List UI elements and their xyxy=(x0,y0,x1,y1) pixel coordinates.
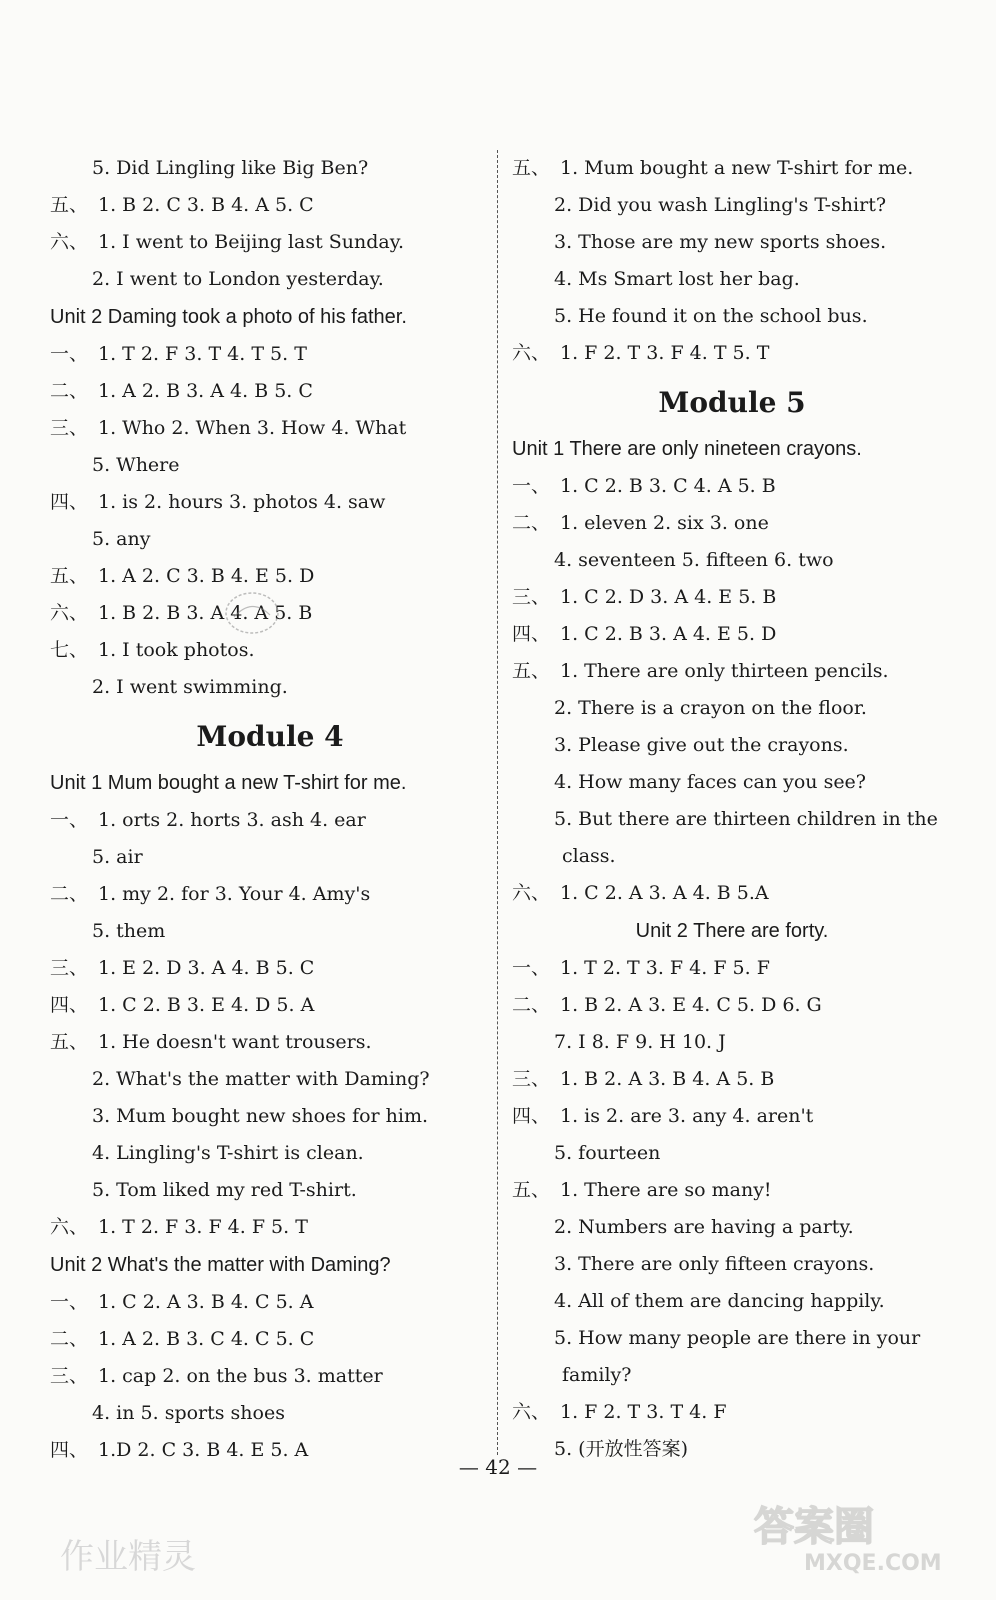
answer-text: 1. B 2. A 3. B 4. A 5. B xyxy=(560,1068,775,1090)
unit-heading: Unit 2 Daming took a photo of his father. xyxy=(50,306,407,328)
section-number: 二、 xyxy=(50,883,89,905)
answer-line xyxy=(512,950,952,987)
section-number: 七、 xyxy=(50,639,89,661)
section-number: 六、 xyxy=(512,882,551,904)
answer-line xyxy=(50,150,490,187)
answer-line xyxy=(50,410,490,447)
answer-line xyxy=(512,1061,952,1098)
answer-line xyxy=(512,261,952,298)
module-heading: Module 4 xyxy=(196,720,344,753)
answer-text: 1. There are only thirteen pencils. xyxy=(560,660,889,682)
answer-line xyxy=(512,616,952,653)
section-number: 一、 xyxy=(50,809,89,831)
answer-line xyxy=(512,1024,952,1061)
answer-text: 1. I took photos. xyxy=(98,639,255,661)
answer-line xyxy=(512,1098,952,1135)
answer-text: 5. (开放性答案) xyxy=(554,1438,688,1460)
answer-text: 1. Mum bought a new T-shirt for me. xyxy=(560,157,914,179)
section-number: 一、 xyxy=(50,1291,89,1313)
answer-text: 1. A 2. C 3. B 4. E 5. D xyxy=(98,565,315,587)
answer-text: 1. F 2. T 3. F 4. T 5. T xyxy=(560,342,770,364)
section-number: 四、 xyxy=(50,491,89,513)
answer-line xyxy=(50,913,490,950)
svg-text:MXQE.COM: MXQE.COM xyxy=(804,1551,942,1576)
answer-text: 3. Mum bought new shoes for him. xyxy=(92,1105,429,1127)
unit-heading: Unit 2 What's the matter with Daming? xyxy=(50,1254,391,1276)
module-heading: Module 5 xyxy=(658,386,806,419)
section-number: 六、 xyxy=(50,231,89,253)
answer-text: 1. is 2. are 3. any 4. aren't xyxy=(560,1105,814,1127)
watermark-logo xyxy=(744,1496,974,1576)
answer-text: 5. air xyxy=(92,846,143,868)
answer-text: 1. C 2. A 3. B 4. C 5. A xyxy=(98,1291,314,1313)
answer-line xyxy=(512,150,952,187)
answer-line xyxy=(512,224,952,261)
answer-line xyxy=(512,1357,952,1394)
answer-text: 1. A 2. B 3. C 4. C 5. C xyxy=(98,1328,315,1350)
answer-text: 3. Please give out the crayons. xyxy=(554,734,849,756)
unit-heading: Unit 1 Mum bought a new T-shirt for me. xyxy=(50,772,407,794)
answer-line xyxy=(50,187,490,224)
watermark-zuoyejingling: 作业精灵 xyxy=(60,1537,196,1577)
section-number: 五、 xyxy=(50,565,89,587)
stamp-mark xyxy=(222,587,282,639)
answer-text: 1. my 2. for 3. Your 4. Amy's xyxy=(98,883,371,905)
answer-text: 4. All of them are dancing happily. xyxy=(554,1290,885,1312)
answer-text: 1. C 2. A 3. A 4. B 5.A xyxy=(560,882,769,904)
section-number: 三、 xyxy=(50,1365,89,1387)
section-number: 四、 xyxy=(512,1105,551,1127)
answer-line xyxy=(512,187,952,224)
answer-line xyxy=(512,1394,952,1431)
answer-text: family? xyxy=(562,1364,632,1386)
answer-text: 1. B 2. B 3. A 4. A 5. B xyxy=(98,602,313,624)
section-number: 五、 xyxy=(50,194,89,216)
section-number: 五、 xyxy=(512,1179,551,1201)
answer-text: 1. C 2. D 3. A 4. E 5. B xyxy=(560,586,777,608)
answer-line xyxy=(512,335,952,372)
answer-text: 1. I went to Beijing last Sunday. xyxy=(98,231,404,253)
answer-text: 1. C 2. B 3. E 4. D 5. A xyxy=(98,994,315,1016)
answer-text: 5. He found it on the school bus. xyxy=(554,305,868,327)
answer-line xyxy=(512,764,952,801)
answer-text: 1. is 2. hours 3. photos 4. saw xyxy=(98,491,386,513)
answer-line xyxy=(512,579,952,616)
answer-line xyxy=(50,1209,490,1246)
answer-line xyxy=(50,1284,490,1321)
answer-line xyxy=(512,690,952,727)
answer-line xyxy=(50,447,490,484)
answer-line xyxy=(50,1172,490,1209)
answer-text: 1. C 2. B 3. A 4. E 5. D xyxy=(560,623,777,645)
answer-line xyxy=(50,224,490,261)
answer-line xyxy=(50,373,490,410)
answer-text: 1. cap 2. on the bus 3. matter xyxy=(98,1365,383,1387)
answer-text: 2. I went to London yesterday. xyxy=(92,268,384,290)
section-number: 二、 xyxy=(50,1328,89,1350)
answer-text: 5. Did Lingling like Big Ben? xyxy=(92,157,369,179)
answer-line xyxy=(50,987,490,1024)
answer-line xyxy=(512,468,952,505)
answer-line xyxy=(512,1209,952,1246)
answer-line xyxy=(512,1283,952,1320)
answer-text: 2. Did you wash Lingling's T-shirt? xyxy=(554,194,887,216)
answer-text: 5. them xyxy=(92,920,166,942)
answer-line xyxy=(50,950,490,987)
answer-line xyxy=(512,801,952,838)
answer-line xyxy=(50,1358,490,1395)
answer-text: 3. Those are my new sports shoes. xyxy=(554,231,887,253)
answer-line xyxy=(512,727,952,764)
answer-line xyxy=(512,1135,952,1172)
section-number: 五、 xyxy=(512,157,551,179)
answer-line xyxy=(50,261,490,298)
answer-text: 5. Tom liked my red T-shirt. xyxy=(92,1179,357,1201)
answer-line xyxy=(50,521,490,558)
section-number: 四、 xyxy=(50,1439,89,1461)
answer-text: 1. Who 2. When 3. How 4. What xyxy=(98,417,407,439)
section-number: 四、 xyxy=(50,994,89,1016)
section-number: 三、 xyxy=(50,957,89,979)
section-number: 一、 xyxy=(512,475,551,497)
answer-line xyxy=(50,669,490,706)
answer-text: 1. F 2. T 3. T 4. F xyxy=(560,1401,727,1423)
answer-text: 5. Where xyxy=(92,454,180,476)
answer-text: 1. B 2. A 3. E 4. C 5. D 6. G xyxy=(560,994,822,1016)
answer-text: 1. T 2. F 3. T 4. T 5. T xyxy=(98,343,307,365)
section-number: 三、 xyxy=(50,417,89,439)
right-column xyxy=(512,150,952,1468)
section-number: 四、 xyxy=(512,623,551,645)
answer-line xyxy=(50,1024,490,1061)
answer-line xyxy=(512,987,952,1024)
section-number: 二、 xyxy=(50,380,89,402)
page-number: — 42 — xyxy=(458,1455,538,1479)
answer-line xyxy=(50,1395,490,1432)
answer-text: 1. orts 2. horts 3. ash 4. ear xyxy=(98,809,366,831)
section-number: 六、 xyxy=(50,1216,89,1238)
answer-text: 1. He doesn't want trousers. xyxy=(98,1031,372,1053)
section-number: 三、 xyxy=(512,1068,551,1090)
section-number: 五、 xyxy=(50,1031,89,1053)
answer-text: 4. seventeen 5. fifteen 6. two xyxy=(554,549,834,571)
answer-text: 1. E 2. D 3. A 4. B 5. C xyxy=(98,957,315,979)
answer-line xyxy=(50,1061,490,1098)
section-number: 六、 xyxy=(50,602,89,624)
answer-line xyxy=(50,839,490,876)
answer-line xyxy=(512,505,952,542)
answer-text: 2. I went swimming. xyxy=(92,676,288,698)
answer-text: 1. T 2. T 3. F 4. F 5. F xyxy=(560,957,770,979)
answer-text: 5. any xyxy=(92,528,151,550)
answer-line xyxy=(50,336,490,373)
answer-line xyxy=(512,542,952,579)
answer-text: 4. in 5. sports shoes xyxy=(92,1402,285,1424)
answer-text: 4. Ms Smart lost her bag. xyxy=(554,268,800,290)
answer-text: 2. There is a crayon on the floor. xyxy=(554,697,867,719)
answer-line xyxy=(512,875,952,912)
answer-line xyxy=(50,1098,490,1135)
unit-heading: Unit 1 There are only nineteen crayons. xyxy=(512,438,862,460)
answer-line xyxy=(50,484,490,521)
answer-line xyxy=(512,298,952,335)
answer-text: 1. C 2. B 3. C 4. A 5. B xyxy=(560,475,776,497)
section-number: 二、 xyxy=(512,994,551,1016)
section-number: 六、 xyxy=(512,342,551,364)
section-number: 五、 xyxy=(512,660,551,682)
section-number: 六、 xyxy=(512,1401,551,1423)
answer-text: 2. What's the matter with Daming? xyxy=(92,1068,430,1090)
answer-text: 7. I 8. F 9. H 10. J xyxy=(554,1031,726,1053)
left-column xyxy=(50,150,490,1469)
unit-heading: Unit 2 There are forty. xyxy=(635,920,829,942)
section-number: 三、 xyxy=(512,586,551,608)
answer-line xyxy=(512,838,952,875)
section-number: 一、 xyxy=(50,343,89,365)
answer-text: 5. But there are thirteen children in the xyxy=(554,808,938,830)
answer-line xyxy=(50,802,490,839)
answer-text: 1.D 2. C 3. B 4. E 5. A xyxy=(98,1439,309,1461)
svg-text:答案圈: 答案圈 xyxy=(754,1504,874,1550)
column-divider xyxy=(497,150,498,1455)
answer-text: class. xyxy=(562,845,616,867)
answer-text: 1. T 2. F 3. F 4. F 5. T xyxy=(98,1216,308,1238)
answer-line xyxy=(512,653,952,690)
section-number: 二、 xyxy=(512,512,551,534)
answer-text: 5. fourteen xyxy=(554,1142,661,1164)
answer-text: 3. There are only fifteen crayons. xyxy=(554,1253,875,1275)
answer-text: 1. A 2. B 3. A 4. B 5. C xyxy=(98,380,313,402)
answer-line xyxy=(50,1135,490,1172)
answer-text: 4. Lingling's T-shirt is clean. xyxy=(92,1142,364,1164)
answer-line xyxy=(50,876,490,913)
answer-text: 5. How many people are there in your xyxy=(554,1327,921,1349)
answer-line xyxy=(512,1172,952,1209)
answer-line xyxy=(512,1246,952,1283)
answer-text: 2. Numbers are having a party. xyxy=(554,1216,854,1238)
answer-text: 4. How many faces can you see? xyxy=(554,771,866,793)
answer-text: 1. There are so many! xyxy=(560,1179,772,1201)
answer-line xyxy=(512,1320,952,1357)
answer-line xyxy=(50,1321,490,1358)
answer-text: 1. eleven 2. six 3. one xyxy=(560,512,769,534)
section-number: 一、 xyxy=(512,957,551,979)
answer-text: 1. B 2. C 3. B 4. A 5. C xyxy=(98,194,314,216)
